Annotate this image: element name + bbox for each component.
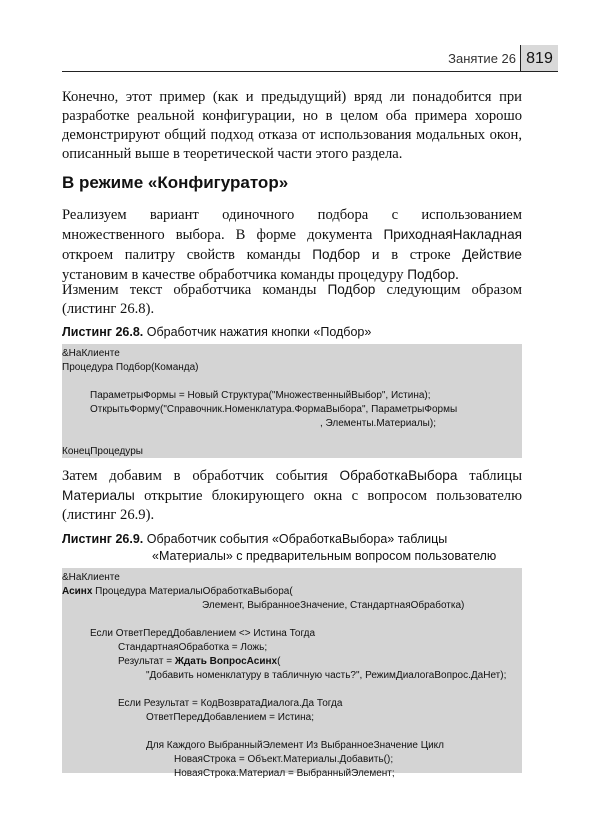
code-listing-26-8	[62, 344, 522, 458]
code-line	[62, 431, 522, 445]
table-name: Материалы	[62, 488, 135, 503]
code-line	[62, 683, 522, 697]
code-line: "Добавить номенклатуру в табличную часть?", РежимДиалогаВопрос.ДаНет);	[146, 670, 507, 681]
code-line: ОткрытьФорму("Справочник.Номенклатура.ФормаВыбора", ПараметрыФормы	[90, 404, 458, 415]
code-line: НоваяСтрока = Объект.Материалы.Добавить();	[174, 754, 394, 765]
code-line: КонецПроцедуры	[62, 446, 143, 457]
section-heading: В режиме «Конфигуратор»	[62, 173, 289, 192]
code-line: ОтветПередДобавлением = Истина;	[146, 712, 314, 723]
code-line: &НаКлиенте	[62, 348, 120, 359]
event-name: ОбработкаВыбора	[339, 468, 458, 483]
command-name: Подбор	[312, 247, 361, 262]
paragraph-event-handler: Затем добавим в обработчик события ОбработкаВыбора таблицы Материалы открытие блокирующего окна с вопросом пользователю (листинг 26.9).	[62, 468, 522, 523]
page-number: 819	[526, 50, 553, 67]
code-line: Элемент, ВыбранноеЗначение, СтандартнаяОбработка)	[202, 600, 465, 611]
page-header	[62, 45, 558, 72]
listing-title: Обработчик нажатия кнопки «Подбор»	[146, 325, 372, 339]
code-line	[62, 725, 522, 739]
listing-title-cont: «Материалы» с предварительным вопросом пользователю	[152, 549, 497, 563]
keyword: Асинх	[62, 586, 93, 597]
header-rule	[62, 71, 520, 72]
listing-caption-26-8	[62, 324, 371, 341]
code-line: &НаКлиенте	[62, 572, 120, 583]
listing-title: Обработчик события «ОбработкаВыбора» таблицы	[146, 532, 448, 546]
code-line: НоваяСтрока.Материал = ВыбранныйЭлемент;	[174, 768, 395, 779]
procedure-name: Подбор	[407, 267, 456, 282]
paragraph-intro: Конечно, этот пример (как и предыдущий) вряд ли понадобится при разработке реальной конфигурации, но в целом оба примера хорошо демонстрируют общий подход отказа от использования модальных окон, описанный выше в теоретической части этого раздела.	[62, 89, 522, 162]
code-line: Результат = Ждать ВопросАсинх(	[118, 656, 281, 667]
keyword: Ждать ВопросАсинх	[174, 656, 278, 667]
chapter-title: Занятие 26	[448, 51, 516, 66]
listing-label: Листинг 26.8.	[62, 325, 144, 339]
code-line	[62, 613, 522, 627]
code-line: Асинх Процедура МатериалыОбработкаВыбора(	[62, 586, 293, 597]
doc-name: ПриходнаяНакладная	[383, 227, 522, 242]
code-line: Если Результат = КодВозвратаДиалога.Да Тогда	[118, 698, 343, 709]
listing-label: Листинг 26.9.	[62, 532, 144, 546]
code-line: Процедура Подбор(Команда)	[62, 362, 199, 373]
code-line: Если ОтветПередДобавлением <> Истина Тогда	[90, 628, 316, 639]
code-listing-26-9	[62, 568, 522, 779]
code-line: СтандартнаяОбработка = Ложь;	[118, 642, 268, 653]
code-line: ПараметрыФормы = Новый Структура("МножественныйВыбор", Истина);	[90, 390, 431, 401]
code-line: Для Каждого ВыбранныйЭлемент Из ВыбранноеЗначение Цикл	[146, 740, 444, 751]
listing-caption-26-9	[62, 531, 496, 565]
command-name: Подбор	[327, 282, 376, 297]
code-line	[62, 375, 522, 389]
page-number-box	[520, 45, 558, 72]
property-name: Действие	[462, 247, 522, 262]
paragraph-implementation: Реализуем вариант одиночного подбора с использованием множественного выбора. В форме документа ПриходнаяНакладная откроем палитру свойств команды Подбор и в строке Действие установим в качестве обработчика команды процедуру Подбор.	[62, 207, 522, 283]
paragraph-change-handler: Изменим текст обработчика команды Подбор следующим образом (листинг 26.8).	[62, 282, 522, 317]
code-line: , Элементы.Материалы);	[320, 418, 436, 429]
